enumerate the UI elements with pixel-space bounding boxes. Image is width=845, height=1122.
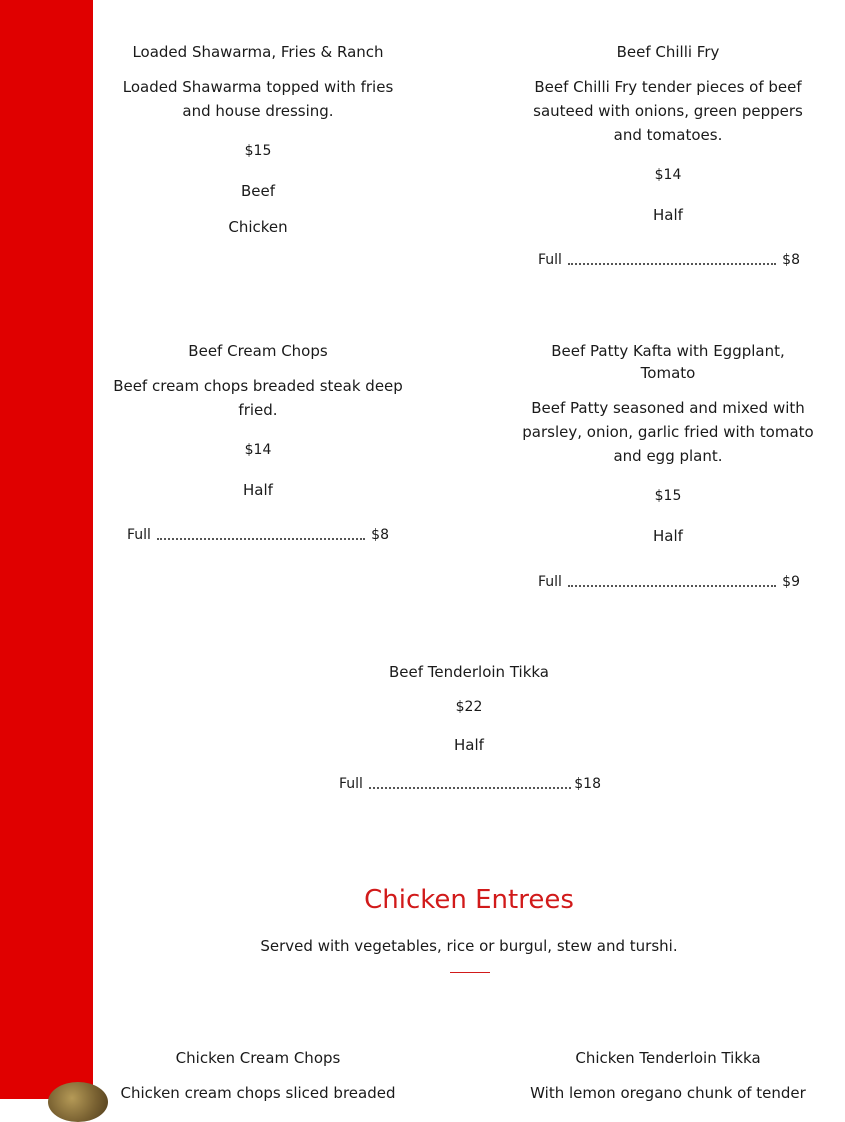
item-description: Beef cream chops breaded steak deep fried. [113,377,403,419]
item-description: Chicken cream chops sliced breaded [120,1084,396,1102]
dot-leader [369,787,571,789]
full-price: $8 [782,252,800,268]
item-title: Chicken Cream Chops [175,1049,341,1067]
menu-item-chicken-tenderloin-tikka [518,1047,818,1105]
full-label: Full [538,574,562,590]
menu-item-beef-patty-kafta [518,340,818,546]
full-price: $9 [782,574,800,590]
half-label: Half [454,736,484,754]
section-divider [450,972,490,973]
dot-leader [568,585,776,587]
half-label: Half [653,527,683,545]
item-price: $15 [654,488,682,504]
dot-leader [568,263,776,265]
menu-content [93,0,845,1102]
item-price: $14 [654,167,682,183]
sidebar-accent-bar [0,0,93,1099]
menu-item-loaded-shawarma [103,41,413,237]
section-subtitle: Served with vegetables, rice or burgul, stew and turshi. [260,937,678,955]
full-label: Full [538,252,562,268]
full-price-row [538,250,800,270]
section-title-chicken-entrees: Chicken Entrees [364,885,574,915]
item-description: Beef Chilli Fry tender pieces of beef sauteed with onions, green peppers and tomatoes. [533,78,803,144]
menu-item-beef-cream-chops [103,340,413,500]
menu-item-beef-chilli-fry [518,41,818,225]
full-label: Full [339,776,363,792]
half-label: Half [653,206,683,224]
item-title: Beef Cream Chops [188,342,328,360]
item-price: $22 [455,699,483,715]
half-label: Half [243,481,273,499]
full-price: $18 [574,776,601,792]
item-title: Beef Patty Kafta with Eggplant, Tomato [551,342,785,382]
full-price: $8 [371,527,389,543]
option-beef: Beef [240,182,276,200]
item-price: $15 [244,143,272,159]
item-description: Beef Patty seasoned and mixed with parsley, onion, garlic fried with tomato and egg plant. [522,399,814,465]
full-price-row [538,572,800,592]
dot-leader [157,538,365,540]
menu-item-beef-tenderloin-tikka [319,661,619,755]
item-title: Beef Tenderloin Tikka [388,663,550,681]
full-price-row [339,774,601,794]
full-label: Full [127,527,151,543]
item-description: Loaded Shawarma topped with fries and house dressing. [122,78,394,120]
item-price: $14 [244,442,272,458]
item-title: Chicken Tenderloin Tikka [575,1049,761,1067]
item-title: Loaded Shawarma, Fries & Ranch [132,43,384,61]
full-price-row [127,525,389,545]
menu-item-chicken-cream-chops [103,1047,413,1105]
item-title: Beef Chilli Fry [616,43,720,61]
item-description: With lemon oregano chunk of tender [530,1084,806,1102]
option-chicken: Chicken [228,218,288,236]
